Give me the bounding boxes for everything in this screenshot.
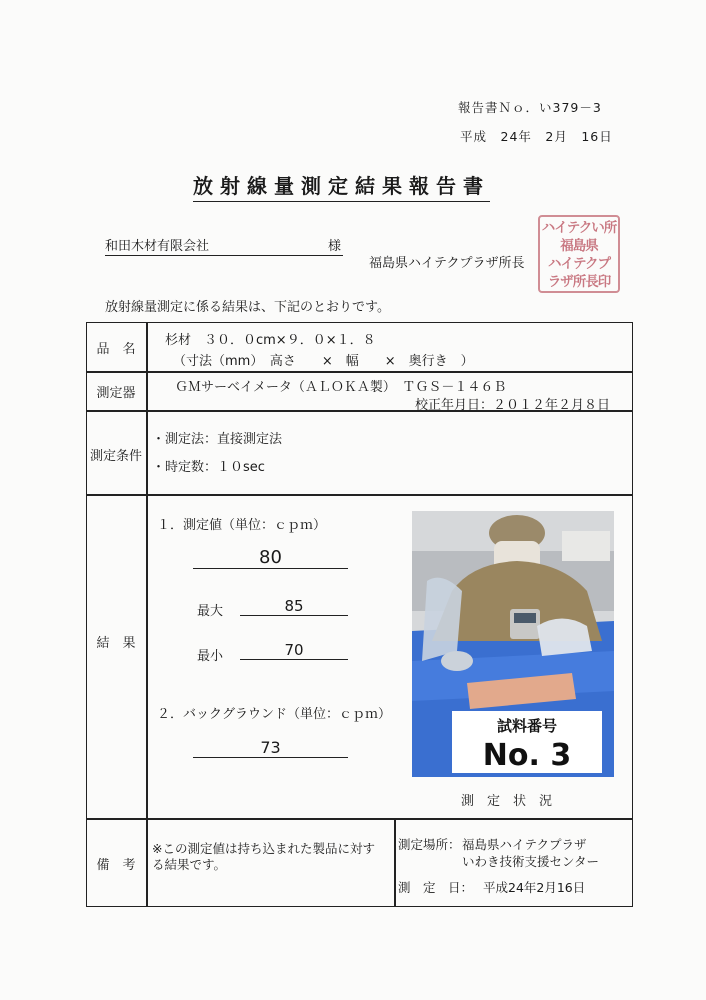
measurement-method: ・測定法：直接測定法 — [152, 432, 283, 447]
product-spec: 杉材 ３０．０cm×９．０×１．８ — [165, 333, 376, 348]
report-date: 平成 24年 2月 16日 — [460, 129, 613, 144]
recipient-name: 和田木材有限会社 — [105, 239, 210, 254]
min-label: 最小 — [197, 649, 224, 664]
measured-value-title: １．測定値（単位：ｃｐｍ） — [157, 518, 327, 533]
results-label: 結 果 — [96, 636, 136, 651]
measurement-place-label: 測定場所： — [398, 837, 461, 852]
product-dimensions-note: （寸法（mm） 高さ × 幅 × 奥行き ） — [173, 354, 474, 369]
measurement-photo — [412, 511, 614, 777]
recipient-line — [105, 235, 343, 256]
max-label: 最大 — [197, 604, 224, 619]
sample-number-sign: No. 3 — [482, 738, 572, 773]
remarks-note-line2: る結果です。 — [152, 857, 227, 872]
product-label: 品 名 — [96, 342, 136, 357]
calibration-date: 校正年月日：２０１２年２月８日 — [415, 398, 611, 413]
recipient-honorific: 様 — [327, 239, 341, 254]
photo-caption: 測 定 状 況 — [461, 794, 553, 809]
remarks-note-line1: ※この測定値は持ち込まれた製品に対す — [152, 841, 375, 856]
sample-number-sign-title: 試料番号 — [496, 717, 558, 735]
report-number: 報告書Ｎｏ．い379－3 — [458, 100, 602, 115]
measurement-date: 平成24年2月16日 — [483, 880, 586, 895]
measurement-place-line1: 福島県ハイテクプラザ — [462, 837, 587, 852]
measured-value: 80 — [193, 547, 348, 569]
background-title: ２．バックグラウンド（単位：ｃｐｍ） — [157, 707, 392, 722]
intro-text: 放射線量測定に係る結果は、下記のとおりです。 — [105, 300, 390, 315]
time-constant: ・時定数：１０sec — [152, 460, 265, 475]
background-value: 73 — [193, 738, 348, 758]
instrument-label: 測定器 — [96, 386, 136, 401]
issuer: 福島県ハイテクプラザ所長 — [369, 256, 525, 271]
remarks-label: 備 考 — [96, 858, 136, 873]
conditions-label: 測定条件 — [89, 449, 142, 464]
document-title: 放射線量測定結果報告書 — [193, 170, 490, 202]
official-seal-stamp: ハイテクい所 福島県 ハイテクプ ラザ所長印 — [538, 215, 620, 293]
max-value: 85 — [240, 597, 348, 616]
measurement-date-label: 測 定 日： — [398, 880, 474, 895]
measurement-scene-illustration — [412, 511, 614, 777]
min-value: 70 — [240, 641, 348, 660]
remarks-divider — [394, 818, 396, 907]
measurement-place-line2: いわき技術支援センター — [462, 854, 600, 869]
instrument-name: ＧＭサーベイメータ（ＡＬＯＫＡ製） ＴＧＳ－１４６Ｂ — [175, 380, 507, 395]
